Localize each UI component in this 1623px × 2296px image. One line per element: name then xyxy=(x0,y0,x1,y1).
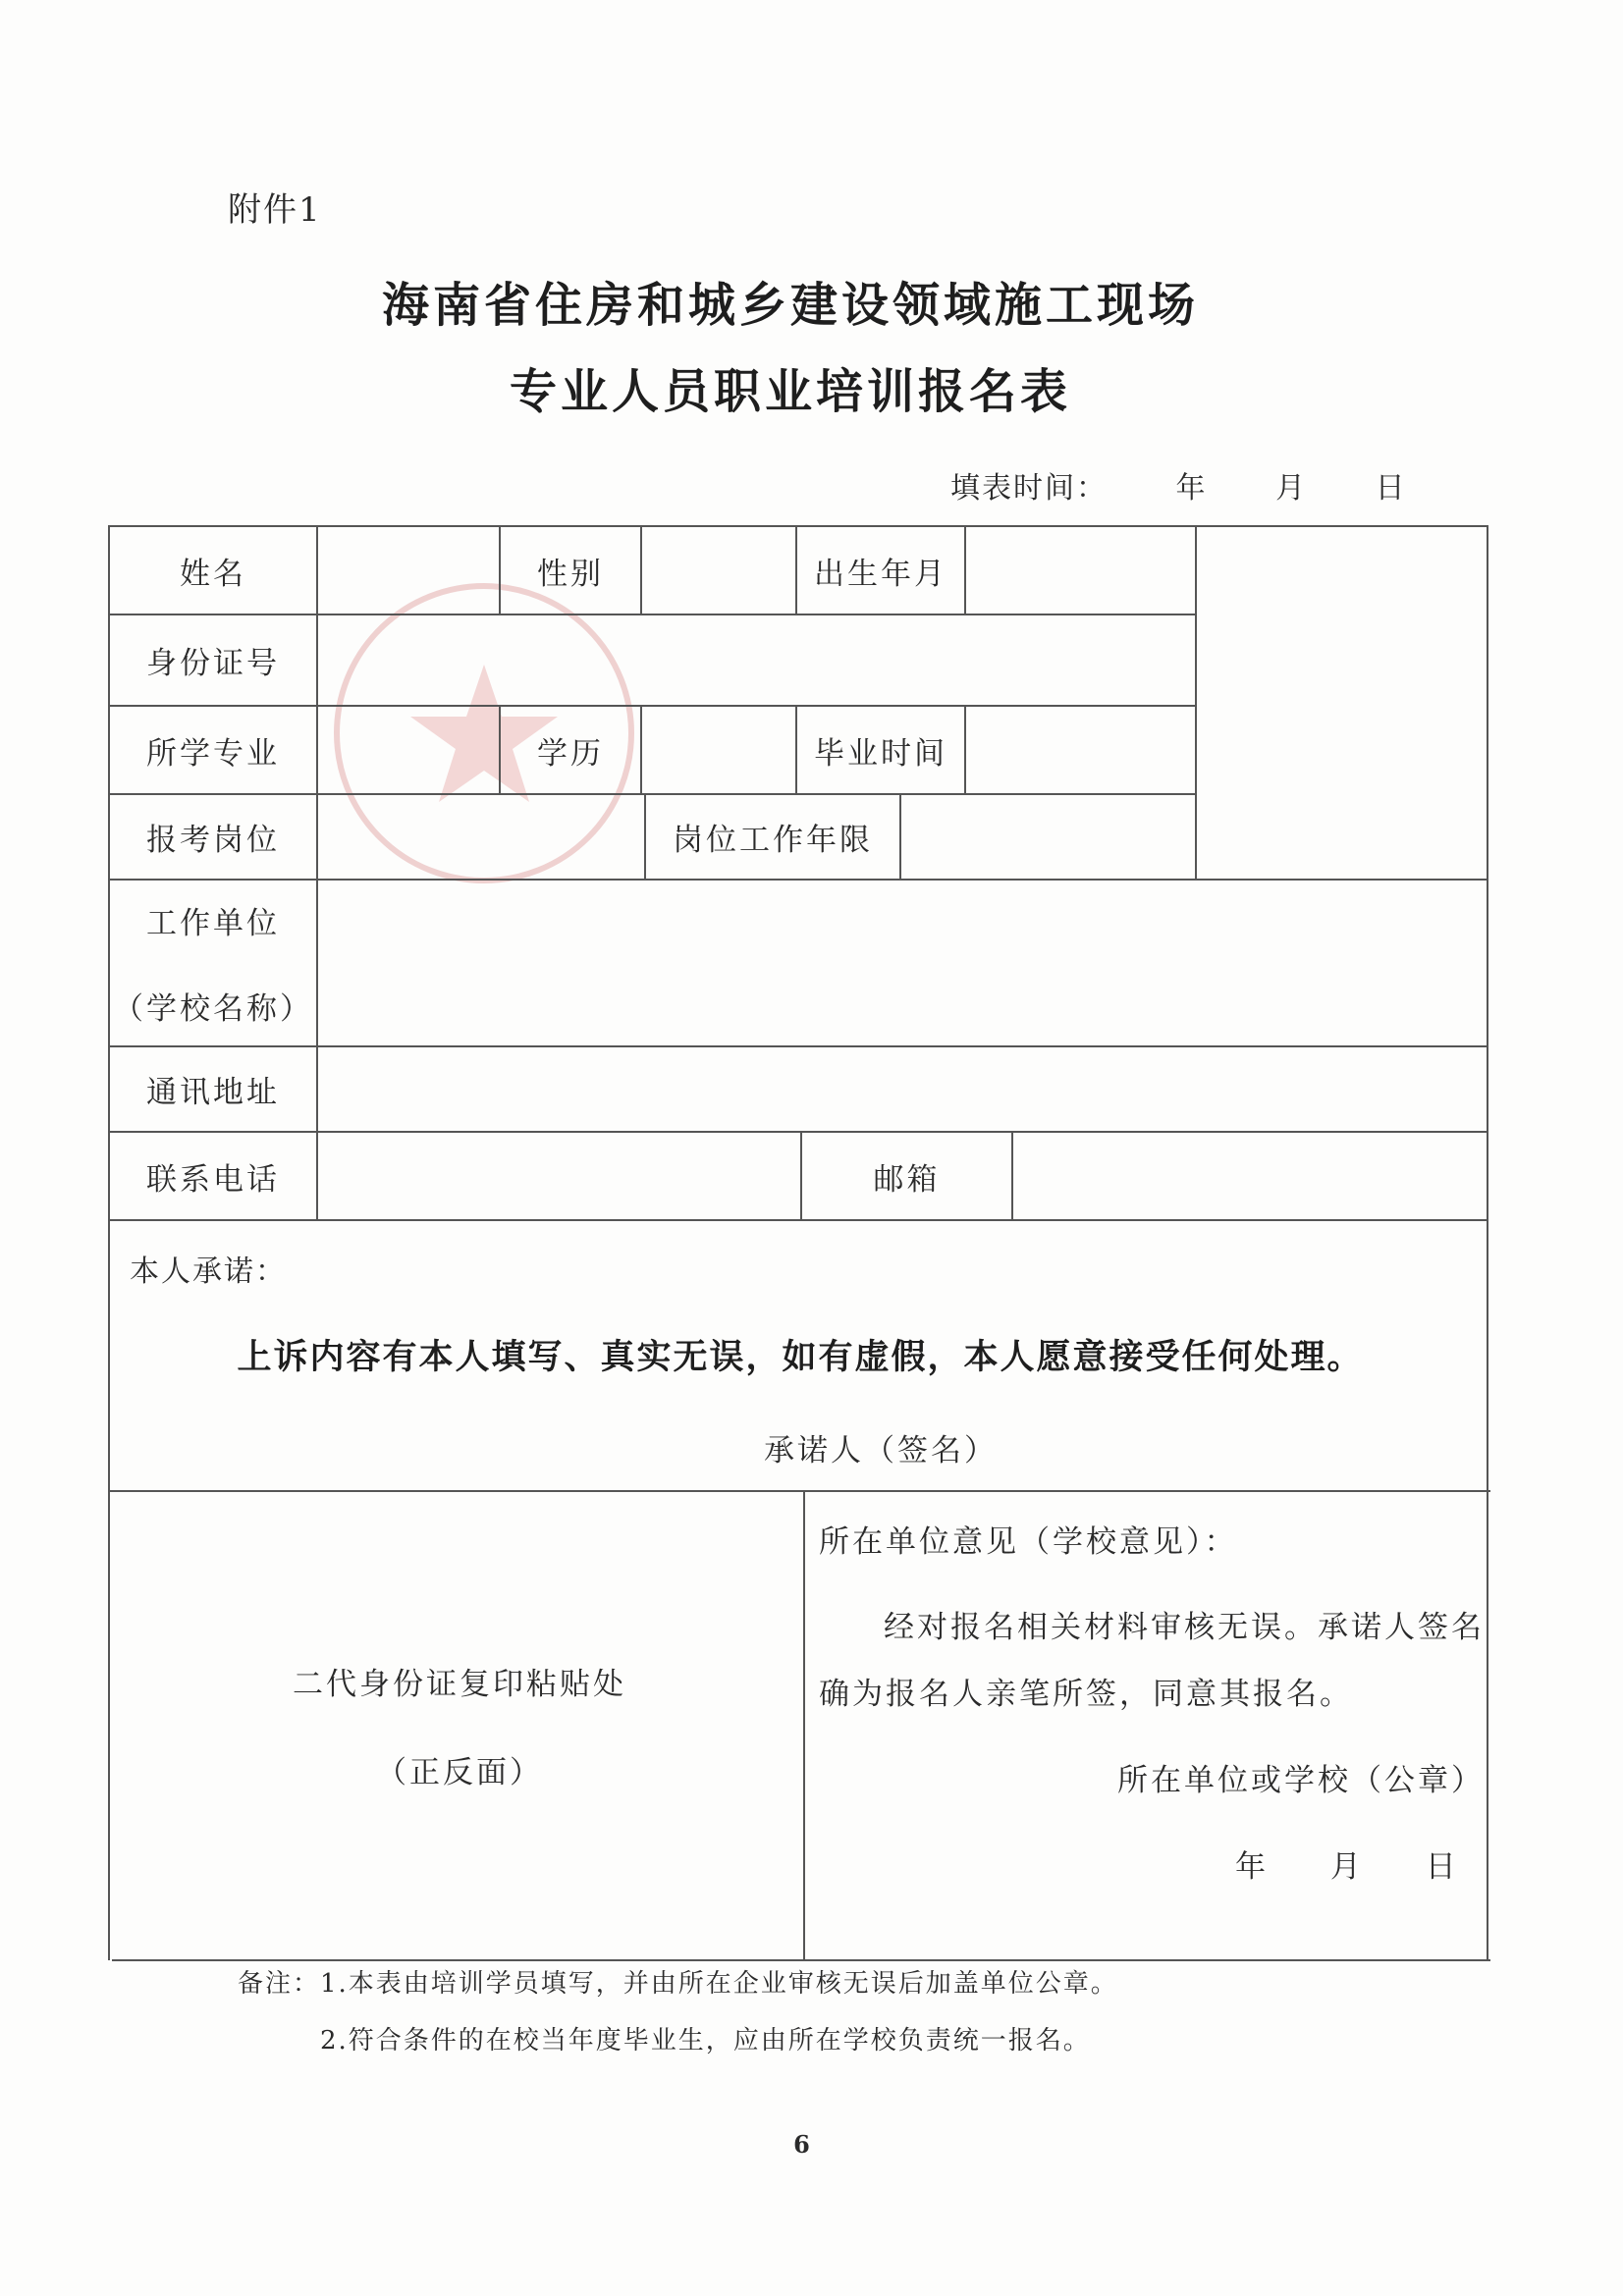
unit-opinion-line1: 经对报名相关材料审核无误。承诺人签名 xyxy=(884,1610,1485,1645)
unit-date-day: 日 xyxy=(1425,1849,1459,1885)
birth-date-field[interactable] xyxy=(966,527,1195,614)
name-field[interactable] xyxy=(318,527,499,614)
unit-date xyxy=(1235,1842,1459,1886)
phone-label: 联系电话 xyxy=(146,1161,280,1198)
note-line2: 2.符合条件的在校当年度毕业生，应由所在学校负责统一报名。 xyxy=(320,2026,1091,2056)
name-label: 姓名 xyxy=(180,556,246,592)
attachment-label: 附件1 xyxy=(228,190,322,230)
gender-label: 性别 xyxy=(537,556,604,592)
address-field[interactable] xyxy=(318,1047,1487,1131)
id-copy-label: 二代身份证复印粘贴处 xyxy=(293,1667,626,1702)
major-field[interactable] xyxy=(318,707,499,793)
fill-date xyxy=(950,463,1407,507)
note-line1: 备注：1.本表由培训学员填写，并由所在企业审核无误后加盖单位公章。 xyxy=(238,1969,1118,1999)
work-years-field[interactable] xyxy=(901,795,1195,879)
promise-signature-label: 承诺人（签名） xyxy=(764,1433,998,1468)
address-label: 通讯地址 xyxy=(146,1075,280,1110)
id-number-label: 身份证号 xyxy=(146,646,280,681)
phone-field[interactable] xyxy=(318,1133,800,1219)
unit-opinion-line2: 确为报名人亲笔所签，同意其报名。 xyxy=(819,1677,1353,1712)
photo-area[interactable] xyxy=(1197,527,1487,879)
applied-position-label: 报考岗位 xyxy=(146,823,280,858)
birth-date-label: 出生年月 xyxy=(814,556,947,592)
fill-date-label: 填表时间： xyxy=(950,471,1108,506)
id-copy-sides-label: （正反面） xyxy=(376,1755,543,1790)
fill-date-year: 年 xyxy=(1175,471,1208,506)
promise-heading: 本人承诺： xyxy=(130,1255,287,1289)
education-field[interactable] xyxy=(642,707,795,793)
fill-date-month: 月 xyxy=(1275,471,1308,506)
employer-label xyxy=(110,881,316,1045)
graduation-time-label: 毕业时间 xyxy=(814,735,947,772)
education-label: 学历 xyxy=(537,735,604,772)
email-label: 邮箱 xyxy=(873,1161,941,1198)
form-title-line1: 海南省住房和城乡建设领域施工现场 xyxy=(381,278,1199,333)
unit-opinion-heading: 所在单位意见（学校意见）： xyxy=(819,1524,1238,1560)
employer-label-line1: 工作单位 xyxy=(146,906,280,941)
id-number-field[interactable] xyxy=(318,615,1195,705)
form-title-line2: 专业人员职业培训报名表 xyxy=(509,364,1071,419)
promise-statement: 上诉内容有本人填写、真实无误，如有虚假，本人愿意接受任何处理。 xyxy=(237,1337,1364,1377)
work-years-label: 岗位工作年限 xyxy=(673,823,873,858)
employer-label-line2: （学校名称） xyxy=(113,991,313,1027)
applied-position-field[interactable] xyxy=(318,795,644,879)
promise-signature-field[interactable] xyxy=(992,1414,1463,1472)
unit-stamp-label: 所在单位或学校（公章） xyxy=(1117,1763,1485,1798)
unit-date-year: 年 xyxy=(1235,1849,1269,1885)
gender-field[interactable] xyxy=(642,527,795,614)
employer-field[interactable] xyxy=(318,881,1487,1045)
page-number: 6 xyxy=(793,2130,810,2159)
graduation-time-field[interactable] xyxy=(966,707,1195,793)
email-field[interactable] xyxy=(1013,1133,1487,1219)
unit-date-month: 月 xyxy=(1329,1849,1364,1885)
fill-date-day: 日 xyxy=(1375,471,1407,506)
major-label: 所学专业 xyxy=(146,735,280,772)
id-copy-paste-area[interactable] xyxy=(112,1492,801,1957)
